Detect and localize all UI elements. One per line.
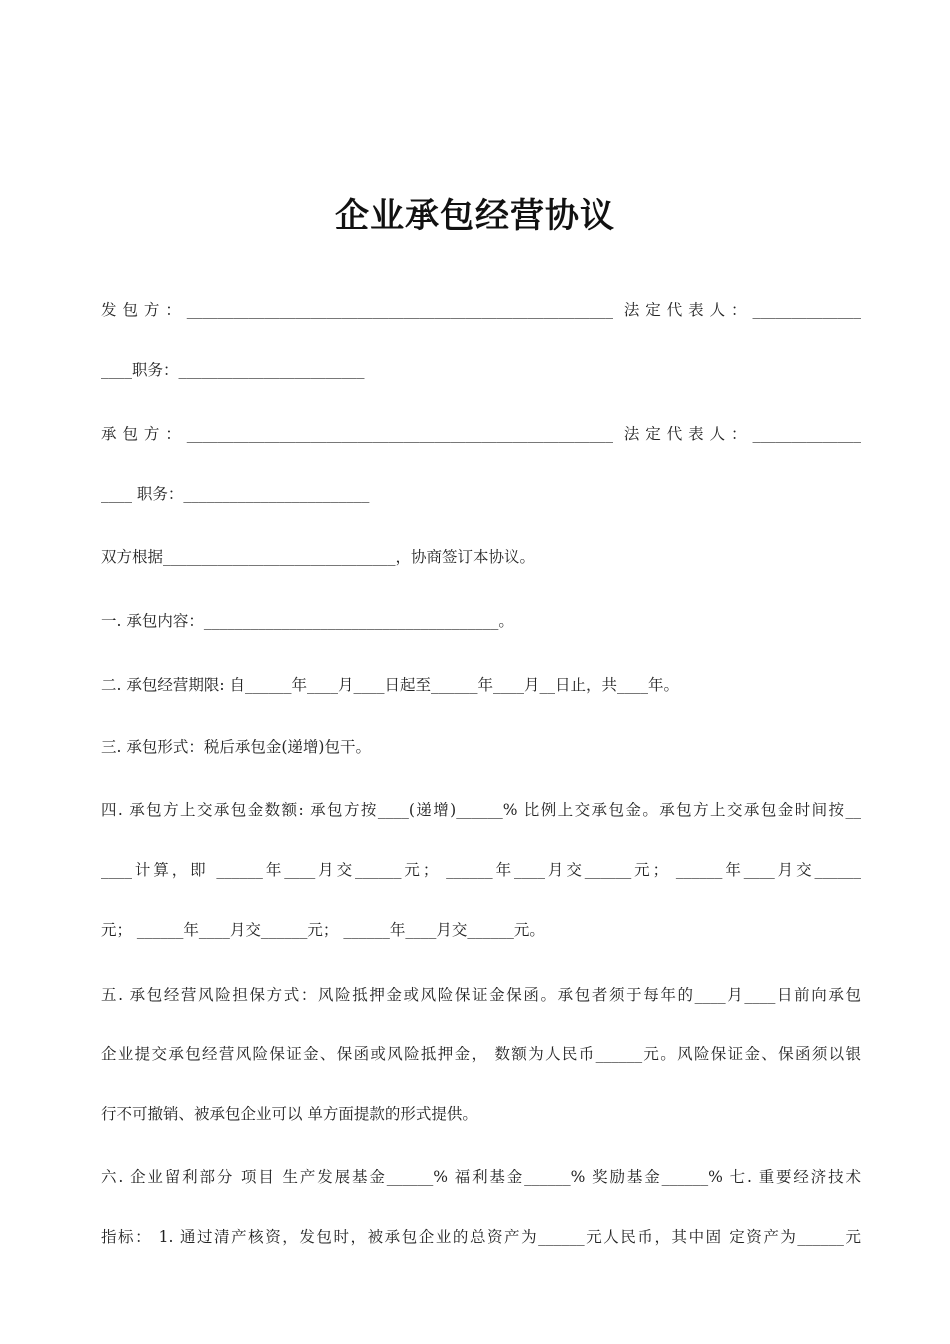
clause-4-line-3: 元； ______年____月交______元； ______年____月交______元。: [101, 921, 545, 939]
clause-5-line-1: 五. 承包经营风险担保方式：风险抵押金或风险保证金保函。承包者须于每年的____月____日前向承包: [101, 986, 861, 1004]
party-b-line: 承包方：_______________________________________________________ 法定代表人：______________: [101, 425, 861, 443]
clause-2-line: 二. 承包经营期限: 自______年____月____日起至______年____月__日止，共____年。: [101, 676, 680, 694]
document-title: 企业承包经营协议: [335, 196, 615, 236]
clause-4-line-2: ____计算，即 ______年____月交______元； ______年____月交______元； ______年____月交______: [101, 861, 861, 879]
clause-5-line-3: 行不可撤销、被承包企业可以 单方面提款的形式提供。: [101, 1105, 478, 1123]
clause-4-line-1: 四. 承包方上交承包金数额: 承包方按____(递增)______% 比例上交承包金。承包方上交承包金时间按__: [101, 801, 861, 819]
clause-5-line-2: 企业提交承包经营风险保证金、保函或风险抵押金， 数额为人民币______元。风险保证金、保函须以银: [101, 1045, 861, 1063]
party-a-line: 发包方：_______________________________________________________ 法定代表人：______________: [101, 301, 861, 319]
clause-1-line: 一. 承包内容：______________________________________。: [101, 612, 514, 630]
party-b-position-line: ____ 职务：________________________: [101, 485, 370, 503]
basis-line: 双方根据______________________________，协商签订本协议。: [101, 548, 536, 566]
party-a-position-line: ____职务：________________________: [101, 361, 365, 379]
clause-3-line: 三. 承包形式：税后承包金(递增)包干。: [101, 738, 371, 756]
clause-6-line: 六. 企业留利部分 项目 生产发展基金______% 福利基金______% 奖励基金______% 七. 重要经济技术: [101, 1168, 861, 1186]
clause-7-line: 指标： 1. 通过清产核资，发包时，被承包企业的总资产为______元人民币，其中固 定资产为______元: [101, 1228, 861, 1246]
